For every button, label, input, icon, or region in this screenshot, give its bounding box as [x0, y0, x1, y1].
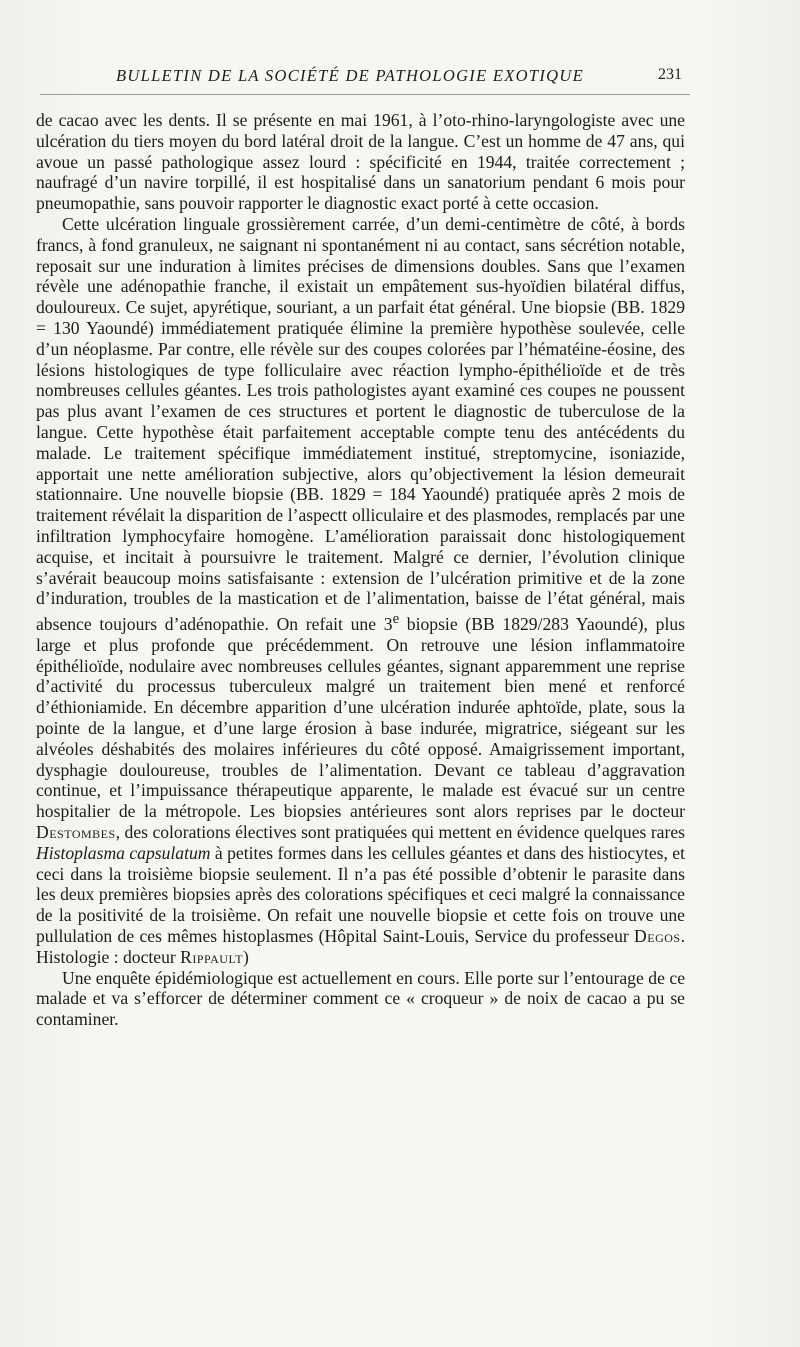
- author-name-destombes: Destombes: [36, 821, 116, 842]
- author-name-rippault: Rippault: [180, 946, 244, 967]
- paragraph-epidemiology: Une enquête épidémiologique est actuellement en cours. Elle porte sur l’entourage de ce malade et va s’efforcer de déterminer comment ce « croqueur » de noix de cacao a pu se contaminer.: [36, 967, 685, 1030]
- running-head: [116, 66, 682, 90]
- page-number: 231: [658, 66, 682, 83]
- text-segment: . Histologie : docteur: [36, 925, 685, 967]
- text-segment: à petites formes dans les cellules géantes et dans des histiocytes, et ceci dans la troisième biopsie seulement. Il n’a pas été possible d’obtenir le parasite dans les deux premières biopsies après des colorations spécifiques et ceci malgré la connaissance de la positivité de la troisième. On refait une nouvelle biopsie et cette fois on trouve une pullulation de ces mêmes histoplasmes (Hôpital Saint-Louis, Service du professeur: [36, 842, 686, 946]
- author-name-degos: Degos: [634, 925, 681, 946]
- superscript-ordinal: e: [392, 611, 400, 628]
- text-segment: Cette ulcération linguale grossièrement carrée, d’un demi-centimètre de côté, à bords francs, à fond granuleux, ne saignant ni spontanément ni au contact, sans sécrétion notable, reposait sur une induration à limites précises de dimensions doubles. Sans que l’examen révèle une adénopathie franche, il existait un empâtement sus-hyoïdien bilatéral diffus, douloureux. Ce sujet, apyrétique, souriant, a un parfait état général. Une biopsie (BB. 1829 = 130 Yaoundé) immédiatement pratiquée élimine la première hypothèse soulevée, celle d’un néoplasme. Par contre, elle révèle sur des coupes colorées par l’hématéine-éosine, des lésions histologiques de type folliculaire avec réaction lympho-épithélioïde et de très nombreuses cellules géantes. Les trois pathologistes ayant examiné ces coupes ne poussent pas plus avant l’examen de ces structures et portent le diagnostic de tuberculose de la langue. Cette hypothèse était parfaitement acceptable compte tenu des antécédents du malade. Le traitement spécifique immédiatement institué, streptomycine, isoniazide, apportait une nette amélioration subjective, alors qu’objectivement la lésion demeurait stationnaire. Une nouvelle biopsie (BB. 1829 = 184 Yaoundé) pratiquée après 2 mois de traitement révélait la disparition de l’aspectt olliculaire et des plasmodes, remplacés par une infiltration lymphocyfaire homogène. L’amélioration paraissait donc histologiquement acquise, et incitait à poursuivre le traitement. Malgré ce dernier, l’évolution clinique s’avérait beaucoup moins satisfaisante : extension de l’ulcération primitive et de la zone d’induration, troubles de la mastication et de l’alimentation, baisse de l’état général, mais absence toujours d’adénopathie. On refait une 3: [36, 213, 685, 634]
- header-rule: [40, 94, 690, 95]
- text-segment: , des colorations électives sont pratiquées qui mettent en évidence quelques rares: [115, 821, 685, 842]
- running-title: BULLETIN DE LA SOCIÉTÉ DE PATHOLOGIE EXOTIQUE: [116, 66, 584, 85]
- article-body: [36, 110, 685, 1030]
- text-segment: ): [243, 946, 249, 967]
- species-name: Histoplasma capsulatum: [36, 842, 211, 863]
- paragraph-case-history: de cacao avec les dents. Il se présente en mai 1961, à l’oto-rhino-laryngologiste avec une ulcération du tiers moyen du bord latéral droit de la langue. C’est un homme de 47 ans, qui avoue un passé pathologique assez lourd : spécificité en 1944, traitée correctement ; naufragé d’un navire torpillé, il est hospitalisé dans un sanatorium pendant 6 mois pour pneumopathie, sans pouvoir rapporter le diagnostic exact porté à cette occasion.: [36, 110, 685, 214]
- paragraph-clinical-course: [36, 214, 685, 968]
- text-segment: biopsie (BB 1829/283 Yaoundé), plus large et plus profonde que précédemment. On retrouve une lésion inflammatoire épithélioïde, nodulaire avec nombreuses cellules géantes, signant apparemment une reprise d’activité du processus tuberculeux malgré un traitement bien mené et renforcé d’éthioniamide. En décembre apparition d’une ulcération indurée aphtoïde, plate, sous la pointe de la langue, et d’une large érosion à base indurée, migratrice, siégeant sur les alvéoles déshabités des molaires inférieures du côté opposé. Amaigrissement important, dysphagie douloureuse, troubles de l’alimentation. Devant ce tableau d’aggravation continue, et l’impuissance thérapeutique apparente, le malade est évacué sur un centre hospitalier de la métropole. Les biopsies antérieures sont alors reprises par le docteur: [36, 613, 685, 822]
